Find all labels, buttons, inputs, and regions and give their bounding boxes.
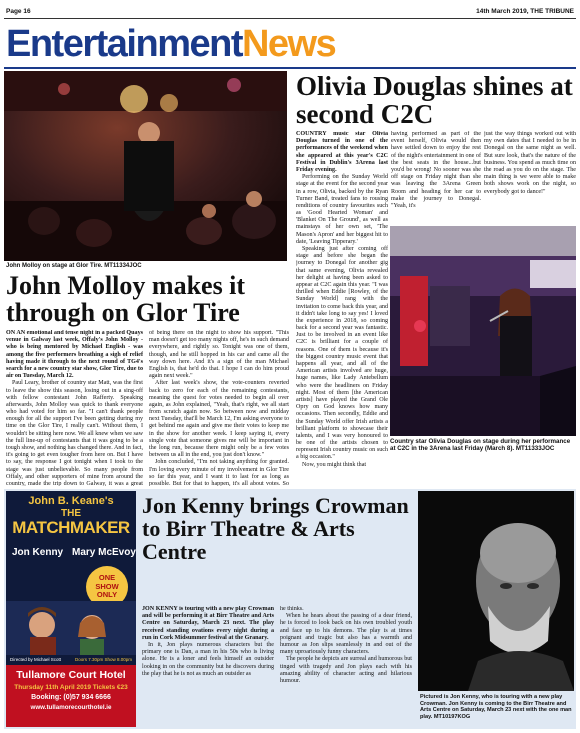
kenny-paragraph: When he hears about the passing of a dear friend, he is forced to look back on his own troubled youth and face up to his demons. The play is at times poignant and tragic but also has a warmth and humour as Jon slips seamlessly in and out of the many uproariously funny characters. xyxy=(280,613,412,656)
molloy-paragraph: After last week's show, the vote-counters reverted back to zero for each of the remaining contestants, meaning the quest for votes needed to begin all over again, as John explained, "Yeah, that's right, we all start from scratch again now. So between now and midday next Tuesday, that'll be March 12, I'm asking everyone to get behind me again and give me their votes to keep me in the show for another week. I keep saying it, every single vote that someone gives me will be important in the long run, because there might only be a few votes between us all in the end, you just don't know." xyxy=(149,380,289,459)
kenny-photo xyxy=(418,491,574,691)
ad-title: MATCHMAKER xyxy=(12,518,130,537)
kenny-paragraph: In it, Jon plays numerous characters but the primary one is Dan, a man in his 50s who is living alone. He is a loner and feels himself an outsider looking in on the community but he discovers during the play that he is not as much an outsider as xyxy=(142,641,274,677)
ad-datetime: Thursday 11th April 2019 Tickets €23 xyxy=(14,684,128,691)
molloy-paragraph: John concluded, "I'm not taking anything for granted. I'm loving every minute of my involvement in Glor Tire so far this year, and I want it to last for as long as possible. But for that to happen, it's all about votes. So xyxy=(149,459,289,486)
olivia-paragraph: Now, you might think that xyxy=(302,461,367,468)
ad-booking: Booking: (0)57 934 6666 xyxy=(31,694,111,701)
ad-director: Directed by Michael Scott xyxy=(10,657,62,662)
molloy-stage-image xyxy=(4,71,287,261)
olivia-headline: Olivia Douglas shines at second C2C xyxy=(296,71,573,130)
olivia-column-3 xyxy=(484,131,576,226)
ad-actor-2: Mary McEvoy xyxy=(72,547,136,558)
ad-the: THE xyxy=(61,508,81,519)
ad-venue: Tullamore Court Hotel xyxy=(16,669,126,681)
masthead-news: News xyxy=(241,23,336,65)
olivia-paragraph: Performing on the Sunday World stage at the event for the second year in a row, Olivia, backed by the Ryan Turner Band, treated fans to rousing renditions of country favourites such as 'Good Hearted Woman' and 'Blanket On The Ground', as well as mainstays of her own set, 'The Mason's Apron' and her biggest hit to date, 'Leaving Tipperary.' xyxy=(296,174,388,245)
olivia-stage-image xyxy=(390,226,576,436)
badge-line-2: SHOW xyxy=(95,581,119,591)
kenny-portrait-image xyxy=(418,491,574,691)
ad-venue-block xyxy=(6,665,136,727)
matchmaker-ad xyxy=(6,491,136,727)
masthead xyxy=(6,25,335,63)
kenny-column-1 xyxy=(142,606,274,726)
olivia-paragraph: Speaking just after coming off stage and before she began the journey to Donegal for another gig that same evening, Olivia revealed her delight at having been asked to appear at C2C again this year. "I was thrilled when Eddie [Rowley, of the Sunday World] rang with the invitation to come back this year, and it didn't take long to say yes! I loved the experience in 2018, so coming back for a second year was fantastic. Just to be involved in an event like C2C is brilliant for a couple of reasons. One of them is because it's the biggest country music event that happens all year, and all of the American artists involved are huge, huge names, like Lady Antebellum who were the headliners on Friday night. Most of them [the American artists] have played the Grand Ole Opry on God knows how many occasions. Then secondly, Eddie and the Sunday World offer Irish artists a brilliant platform to showcase their talents, and I was very honoured to be one of the artists chosen to represent Irish country music on such a big occasion." xyxy=(296,246,388,461)
olivia-column-2 xyxy=(391,131,481,226)
molloy-column-2 xyxy=(149,330,289,486)
page-number: Page 16 xyxy=(6,8,31,15)
badge-line-1: ONE xyxy=(98,573,116,582)
ad-author: John B. Keane's xyxy=(28,495,114,507)
molloy-column-1 xyxy=(6,330,143,486)
olivia-photo xyxy=(390,226,576,436)
masthead-rule xyxy=(4,67,576,69)
olivia-paragraph: COUNTRY music star Olivia Douglas turned in one of the performances of the weekend when she appeared at this year's C2C Festival in Dublin's 3Arena last Friday evening. xyxy=(296,131,388,173)
kenny-column-2 xyxy=(280,606,412,726)
kenny-paragraph: he thinks. xyxy=(280,606,304,612)
molloy-photo xyxy=(4,71,287,261)
header-rule xyxy=(4,18,576,19)
olivia-column-1 xyxy=(296,131,388,481)
olivia-caption: Country star Olivia Douglas on stage during her performance at C2C in the 3Arena last Friday (March 8). MT11333JOC xyxy=(390,438,571,453)
olivia-paragraph: just the way things worked out with my own dates that I needed to be in Donegal on the same night as well. But sure look, that's the nature of the business. You spend as much time on the road as you do on the stage. The main thing is we were able to make both shows work on the night, so everybody got to dance!" xyxy=(484,131,576,195)
ad-doors: Doors 7.30pm Show 8.00pm xyxy=(74,657,132,662)
kenny-headline: Jon Kenny brings Crowman to Birr Theatre & Arts Centre xyxy=(142,493,409,565)
kenny-paragraph: The people he depicts are surreal and humorous but tinged with tragedy and Jon plays each with his amazing ability of character acting and hilarious humour. xyxy=(280,656,412,684)
badge-line-3: ONLY xyxy=(96,590,118,600)
molloy-headline: John Molloy makes it through on Glor Tire xyxy=(6,271,246,328)
molloy-paragraph: ON AN emotional and tense night in a packed Quays venue in Galway last week, Offaly's John Molloy - who is being mentored by Michael English - was among the five performers breathing a sigh of relief having made it through to the next round of TG4's search for a new country star show, Glor Tire, due to air on Tuesday, March 12. xyxy=(6,330,143,380)
molloy-caption: John Molloy on stage at Glor Tire. MT11334JOC xyxy=(6,263,142,269)
olivia-paragraph: having performed as part of the event herself, Olivia would then have settled down to enjoy the rest of the night's entertainment in one of the best seats in the house...but you'd be wrong! No sooner was she off stage on Friday night than she was leaving the 3Arena Green Room and heading for her car to make the journey to Donegal. "Yeah, it's xyxy=(391,131,481,209)
kenny-caption: Pictured is Jon Kenny, who is touring with a new play Crowman. Jon Kenny is coming to the Birr Theatre and Arts Centre on Saturday, March 23 next with the one man play. MT10197KOG xyxy=(420,694,572,721)
ad-actor-1: Jon Kenny xyxy=(12,547,64,558)
molloy-paragraph: Paul Leary, brother of country star Matt, was the first to leave the show this season, losing out in a sing-off with fellow contestant John Rafferty. Speaking afterwards, John Molloy was quick to thank everyone who had voted for him so far. "I can't thank people enough for all the support I've been getting during my time on the Glor Tire, I really can't. Without them, I wouldn't be sitting here now. We all knew when we saw the full line-up of contestants that it was going to be a tough show, and nothing has changed there. And in fact, it's going to get even tougher from here on. But I have to say, the response I got tonight when I took to the stage was just unbelievable. So many people from Offaly, and other supporters of mine from around the country, made the trip down to Galway, it was a great xyxy=(6,380,143,486)
ad-actors-illustration xyxy=(6,601,136,655)
molloy-paragraph: of being there on the night to show his support. "This man doesn't get too many nights off, he's in such demand everywhere, and rightly so. Tonight was one of them, though, and he still hopped in his car and came all the way down here. And it's a sign of the man Michael English is, that he'd do that. I hope I can do him proud again next week." xyxy=(149,330,289,380)
kenny-paragraph: JON KENNY is touring with a new play Crowman and will be performing it at Birr Theatre and Arts Centre on Saturday, March 23 next. The play received standing ovations every night during a run in Cork Midsummer festival at the Granary. xyxy=(142,606,274,641)
issue-date: 14th March 2019, THE TRIBUNE xyxy=(476,8,574,15)
masthead-entertainment: Entertainment xyxy=(6,23,242,65)
ad-website: www.tullamorecourthotel.ie xyxy=(30,704,112,711)
